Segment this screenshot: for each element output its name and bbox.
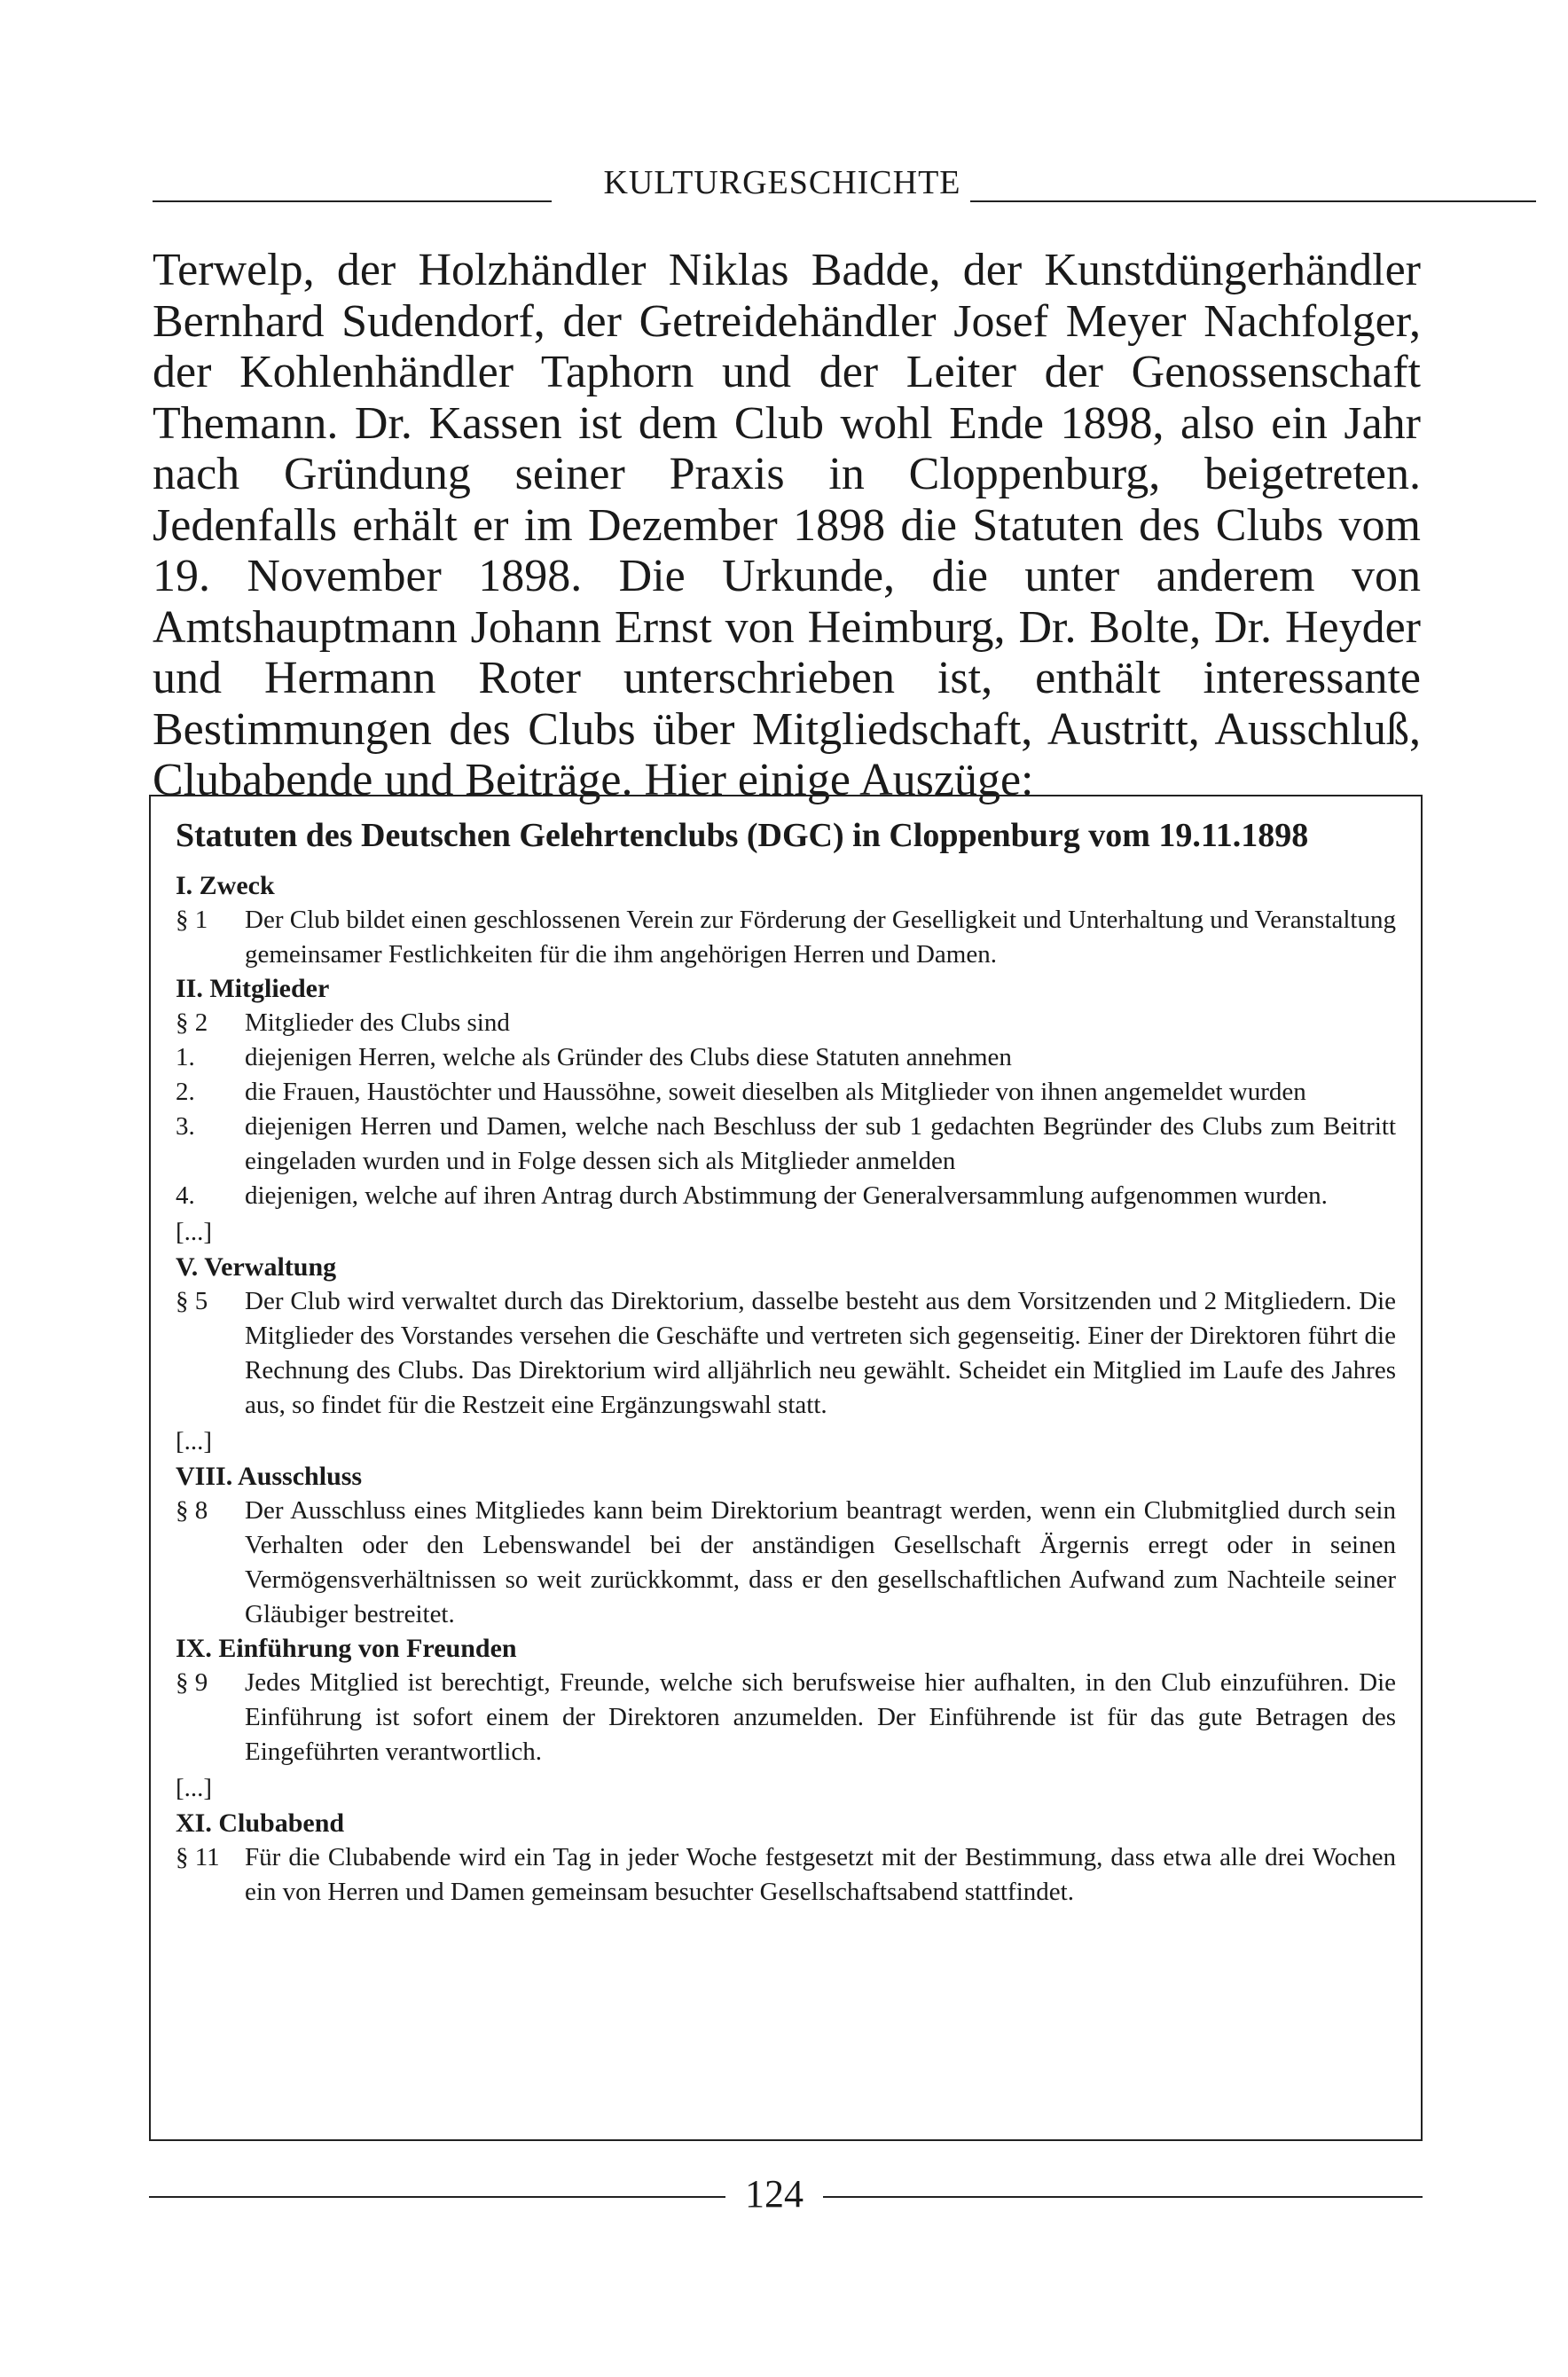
body-paragraph: Terwelp, der Holzhändler Niklas Badde, der Kunstdüngerhändler Bernhard Sudendorf, der Getreidehändler Josef Meyer Nachfolger, der Kohlenhändler Taphorn und der Leiter der Genossenschaft Themann. Dr. Kassen ist dem Club wohl Ende 1898, also ein Jahr nach Gründung seiner Praxis in Cloppenburg, beigetreten. Jedenfalls erhält er im Dezember 1898 die Statuten des Clubs vom 19. November 1898. Die Urkunde, die unter anderem von Amtshauptmann Johann Ernst von Heimburg, Dr. Bolte, Dr. Heyder und Hermann Roter unterschrieben ist, enthält interessante Bestimmungen des Clubs über Mitgliedschaft, Austritt, Ausschluß, Clubabende und Beiträge. Hier einige Auszüge: xyxy=(153,245,1421,805)
omission-marker: [...] xyxy=(176,1218,213,1246)
footer-rule-left xyxy=(149,2196,725,2198)
list-number: 3. xyxy=(176,1112,195,1141)
paragraph-5 xyxy=(176,1284,1396,1423)
list-number: 4. xyxy=(176,1181,195,1210)
paragraph-text: Für die Clubabende wird ein Tag in jeder Woche festgesetzt mit der Bestimmung, dass etwa alle drei Wochen ein von Herren und Damen gemeinsam besuchter Gesellschaftsabend stattfindet. xyxy=(245,1843,1396,1906)
paragraph-1 xyxy=(176,903,1396,972)
footer-rule-right xyxy=(823,2196,1423,2198)
paragraph-text: Der Club wird verwaltet durch das Direktorium, dasselbe besteht aus dem Vorsitzenden und 2 Mitgliedern. Die Mitglieder des Vorstandes versehen die Geschäfte und vertreten sich gegenseitig. Einer der Direktoren führt die Rechnung des Clubs. Das Direktorium wird alljährlich neu gewählt. Scheidet ein Mitglied im Laufe des Jahres aus, so findet für die Restzeit eine Ergänzungswahl statt. xyxy=(245,1287,1396,1419)
section-heading-clubabend: XI. Clubabend xyxy=(176,1808,345,1838)
list-item xyxy=(176,1075,1396,1110)
header-rule-right xyxy=(970,200,1536,202)
section-heading-verwaltung: V. Verwaltung xyxy=(176,1252,337,1282)
list-text: diejenigen Herren, welche als Gründer des Clubs diese Statuten annehmen xyxy=(245,1043,1012,1071)
paragraph-9 xyxy=(176,1666,1396,1769)
paragraph-text: Jedes Mitglied ist berechtigt, Freunde, welche sich berufsweise hier aufhalten, in den Club einzuführen. Die Einführung ist sofort einem der Direktoren anzumelden. Der Einführende ist für das gute Betragen des Eingeführten verantwortlich. xyxy=(245,1668,1396,1766)
paragraph-text: Der Club bildet einen geschlossenen Verein zur Förderung der Geselligkeit und Unterhaltung und Veranstaltung gemeinsamer Festlichkeiten für die ihm angehörigen Herren und Damen. xyxy=(245,906,1396,969)
paragraph-number: § 2 xyxy=(176,1008,208,1037)
statutes-box xyxy=(149,795,1423,2141)
list-text: diejenigen, welche auf ihren Antrag durch Abstimmung der Generalversammlung aufgenommen wurden. xyxy=(245,1181,1328,1210)
section-heading-zweck: I. Zweck xyxy=(176,871,275,900)
paragraph-number: § 9 xyxy=(176,1668,208,1697)
list-text: diejenigen Herren und Damen, welche nach Beschluss der sub 1 gedachten Begründer des Clubs zum Beitritt eingeladen wurden und in Folge dessen sich als Mitglieder anmelden xyxy=(245,1112,1396,1175)
list-item xyxy=(176,1179,1396,1213)
list-item xyxy=(176,1040,1396,1075)
page-number: 124 xyxy=(745,2172,804,2216)
paragraph-11 xyxy=(176,1840,1396,1910)
page-footer xyxy=(149,2164,1423,2217)
paragraph-8 xyxy=(176,1494,1396,1632)
list-item xyxy=(176,1110,1396,1179)
list-text: die Frauen, Haustöchter und Haussöhne, soweit dieselben als Mitglieder von ihnen angemeldet wurden xyxy=(245,1078,1306,1106)
paragraph-2 xyxy=(176,1006,1396,1040)
section-heading-ausschluss: VIII. Ausschluss xyxy=(176,1462,363,1491)
running-header xyxy=(153,161,1536,206)
statutes-title: Statuten des Deutschen Gelehrtenclubs (DGC) in Cloppenburg vom 19.11.1898 xyxy=(176,817,1309,854)
paragraph-number: § 1 xyxy=(176,906,208,934)
omission-marker: [...] xyxy=(176,1774,213,1802)
section-heading-einfuehrung: IX. Einführung von Freunden xyxy=(176,1634,517,1663)
paragraph-number: § 8 xyxy=(176,1496,208,1525)
list-number: 1. xyxy=(176,1043,195,1071)
list-number: 2. xyxy=(176,1078,195,1106)
paragraph-text: Mitglieder des Clubs sind xyxy=(245,1008,510,1037)
section-heading-mitglieder: II. Mitglieder xyxy=(176,974,330,1003)
header-rule-left xyxy=(153,200,552,202)
paragraph-text: Der Ausschluss eines Mitgliedes kann beim Direktorium beantragt werden, wenn ein Clubmitglied durch sein Verhalten oder den Lebenswandel bei der anständigen Gesellschaft Ärgernis erregt oder in seinen Vermögensverhältnissen so weit zurückkommt, dass er den gesellschaftlichen Aufwand zum Nachteile seiner Gläubiger bestreitet. xyxy=(245,1496,1396,1628)
running-title: KULTURGESCHICHTE xyxy=(603,164,961,201)
paragraph-number: § 11 xyxy=(176,1843,220,1871)
omission-marker: [...] xyxy=(176,1427,213,1455)
paragraph-number: § 5 xyxy=(176,1287,208,1315)
